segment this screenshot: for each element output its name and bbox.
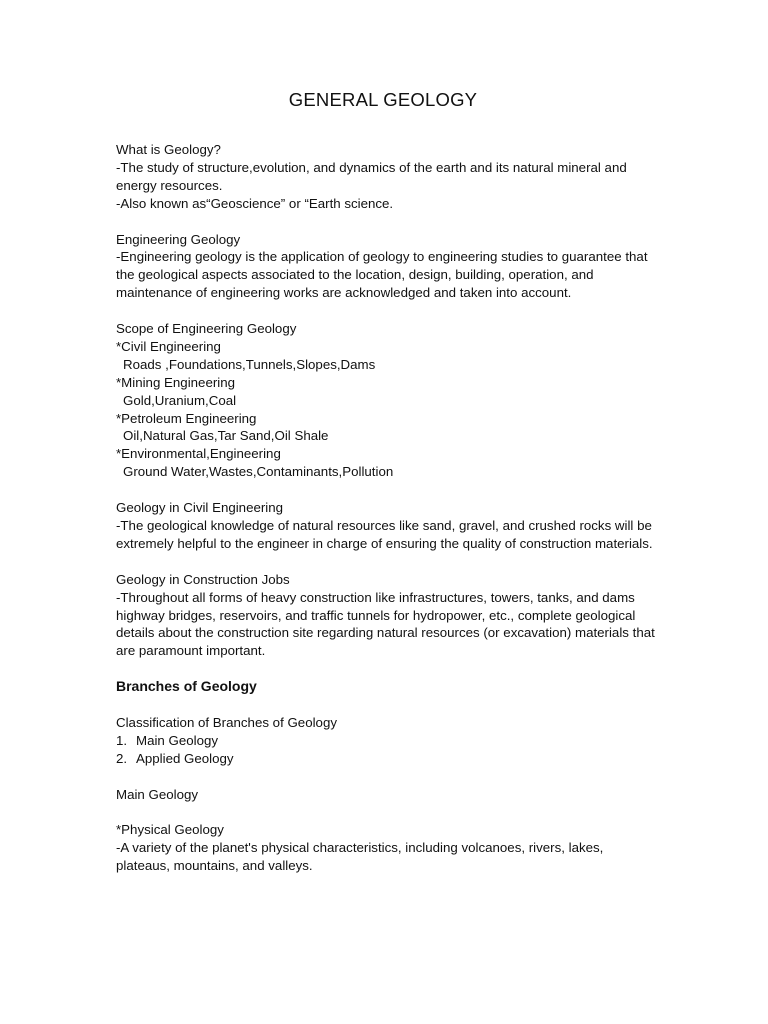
engineering-geology-text: -Engineering geology is the application of geology to engineering studies to guarantee that the geological aspects associated to the location, design, building, operation, and maintenance of engineering works are acknowledged and taken into account.: [116, 249, 648, 301]
what-is-geology-heading: What is Geology?: [116, 142, 221, 157]
scope-item-name: *Civil Engineering: [116, 338, 221, 354]
main-geology-heading: Main Geology: [116, 786, 199, 802]
civil-engineering-text: -The geological knowledge of natural resources like sand, gravel, and crushed rocks will be extremely helpful to the engineer in charge of ensuring the quality of construction materials.: [116, 517, 653, 551]
construction-jobs-heading: Geology in Construction Jobs: [116, 571, 290, 587]
scope-item-name: *Mining Engineering: [116, 374, 236, 390]
scope-heading: Scope of Engineering Geology: [116, 321, 297, 337]
scope-item-detail: Roads ,Foundations,Tunnels,Slopes,Dams: [123, 356, 376, 372]
physical-geology-heading: *Physical Geology: [116, 822, 224, 838]
list-item: [116, 750, 661, 768]
geology-aka: -Also known as“Geoscience” or “Earth science.: [116, 195, 394, 211]
list-label: Main Geology: [136, 732, 219, 748]
scope-item-detail: Gold,Uranium,Coal: [123, 392, 237, 408]
scope-item-name: *Petroleum Engineering: [116, 410, 257, 426]
document-title: GENERAL GEOLOGY: [288, 89, 478, 110]
scope-item-detail: Oil,Natural Gas,Tar Sand,Oil Shale: [123, 428, 329, 444]
scope-item-detail: Ground Water,Wastes,Contaminants,Pollution: [123, 464, 394, 480]
list-number: 2.: [116, 750, 128, 766]
list-item: [116, 732, 661, 750]
geology-definition: -The study of structure,evolution, and dynamics of the earth and its natural mineral and energy resources.: [116, 159, 627, 193]
list-number: 1.: [116, 732, 128, 748]
document-body: [116, 141, 661, 875]
scope-item-name: *Environmental,Engineering: [116, 446, 281, 462]
engineering-geology-heading: Engineering Geology: [116, 231, 241, 247]
classification-heading: Classification of Branches of Geology: [116, 714, 337, 730]
physical-geology-text: -A variety of the planet's physical characteristics, including volcanoes, rivers, lakes, plateaus, mountains, and valleys.: [116, 840, 604, 874]
list-label: Applied Geology: [136, 750, 234, 766]
construction-jobs-text: -Throughout all forms of heavy construction like infrastructures, towers, tanks, and dams highway bridges, reservoirs, and traffic tunnels for hydropower, etc., complete geological details about the construction site regarding natural resources (or excavation) materials that are paramount important.: [116, 589, 655, 659]
branches-heading: Branches of Geology: [116, 678, 257, 695]
civil-engineering-heading: Geology in Civil Engineering: [116, 500, 284, 516]
